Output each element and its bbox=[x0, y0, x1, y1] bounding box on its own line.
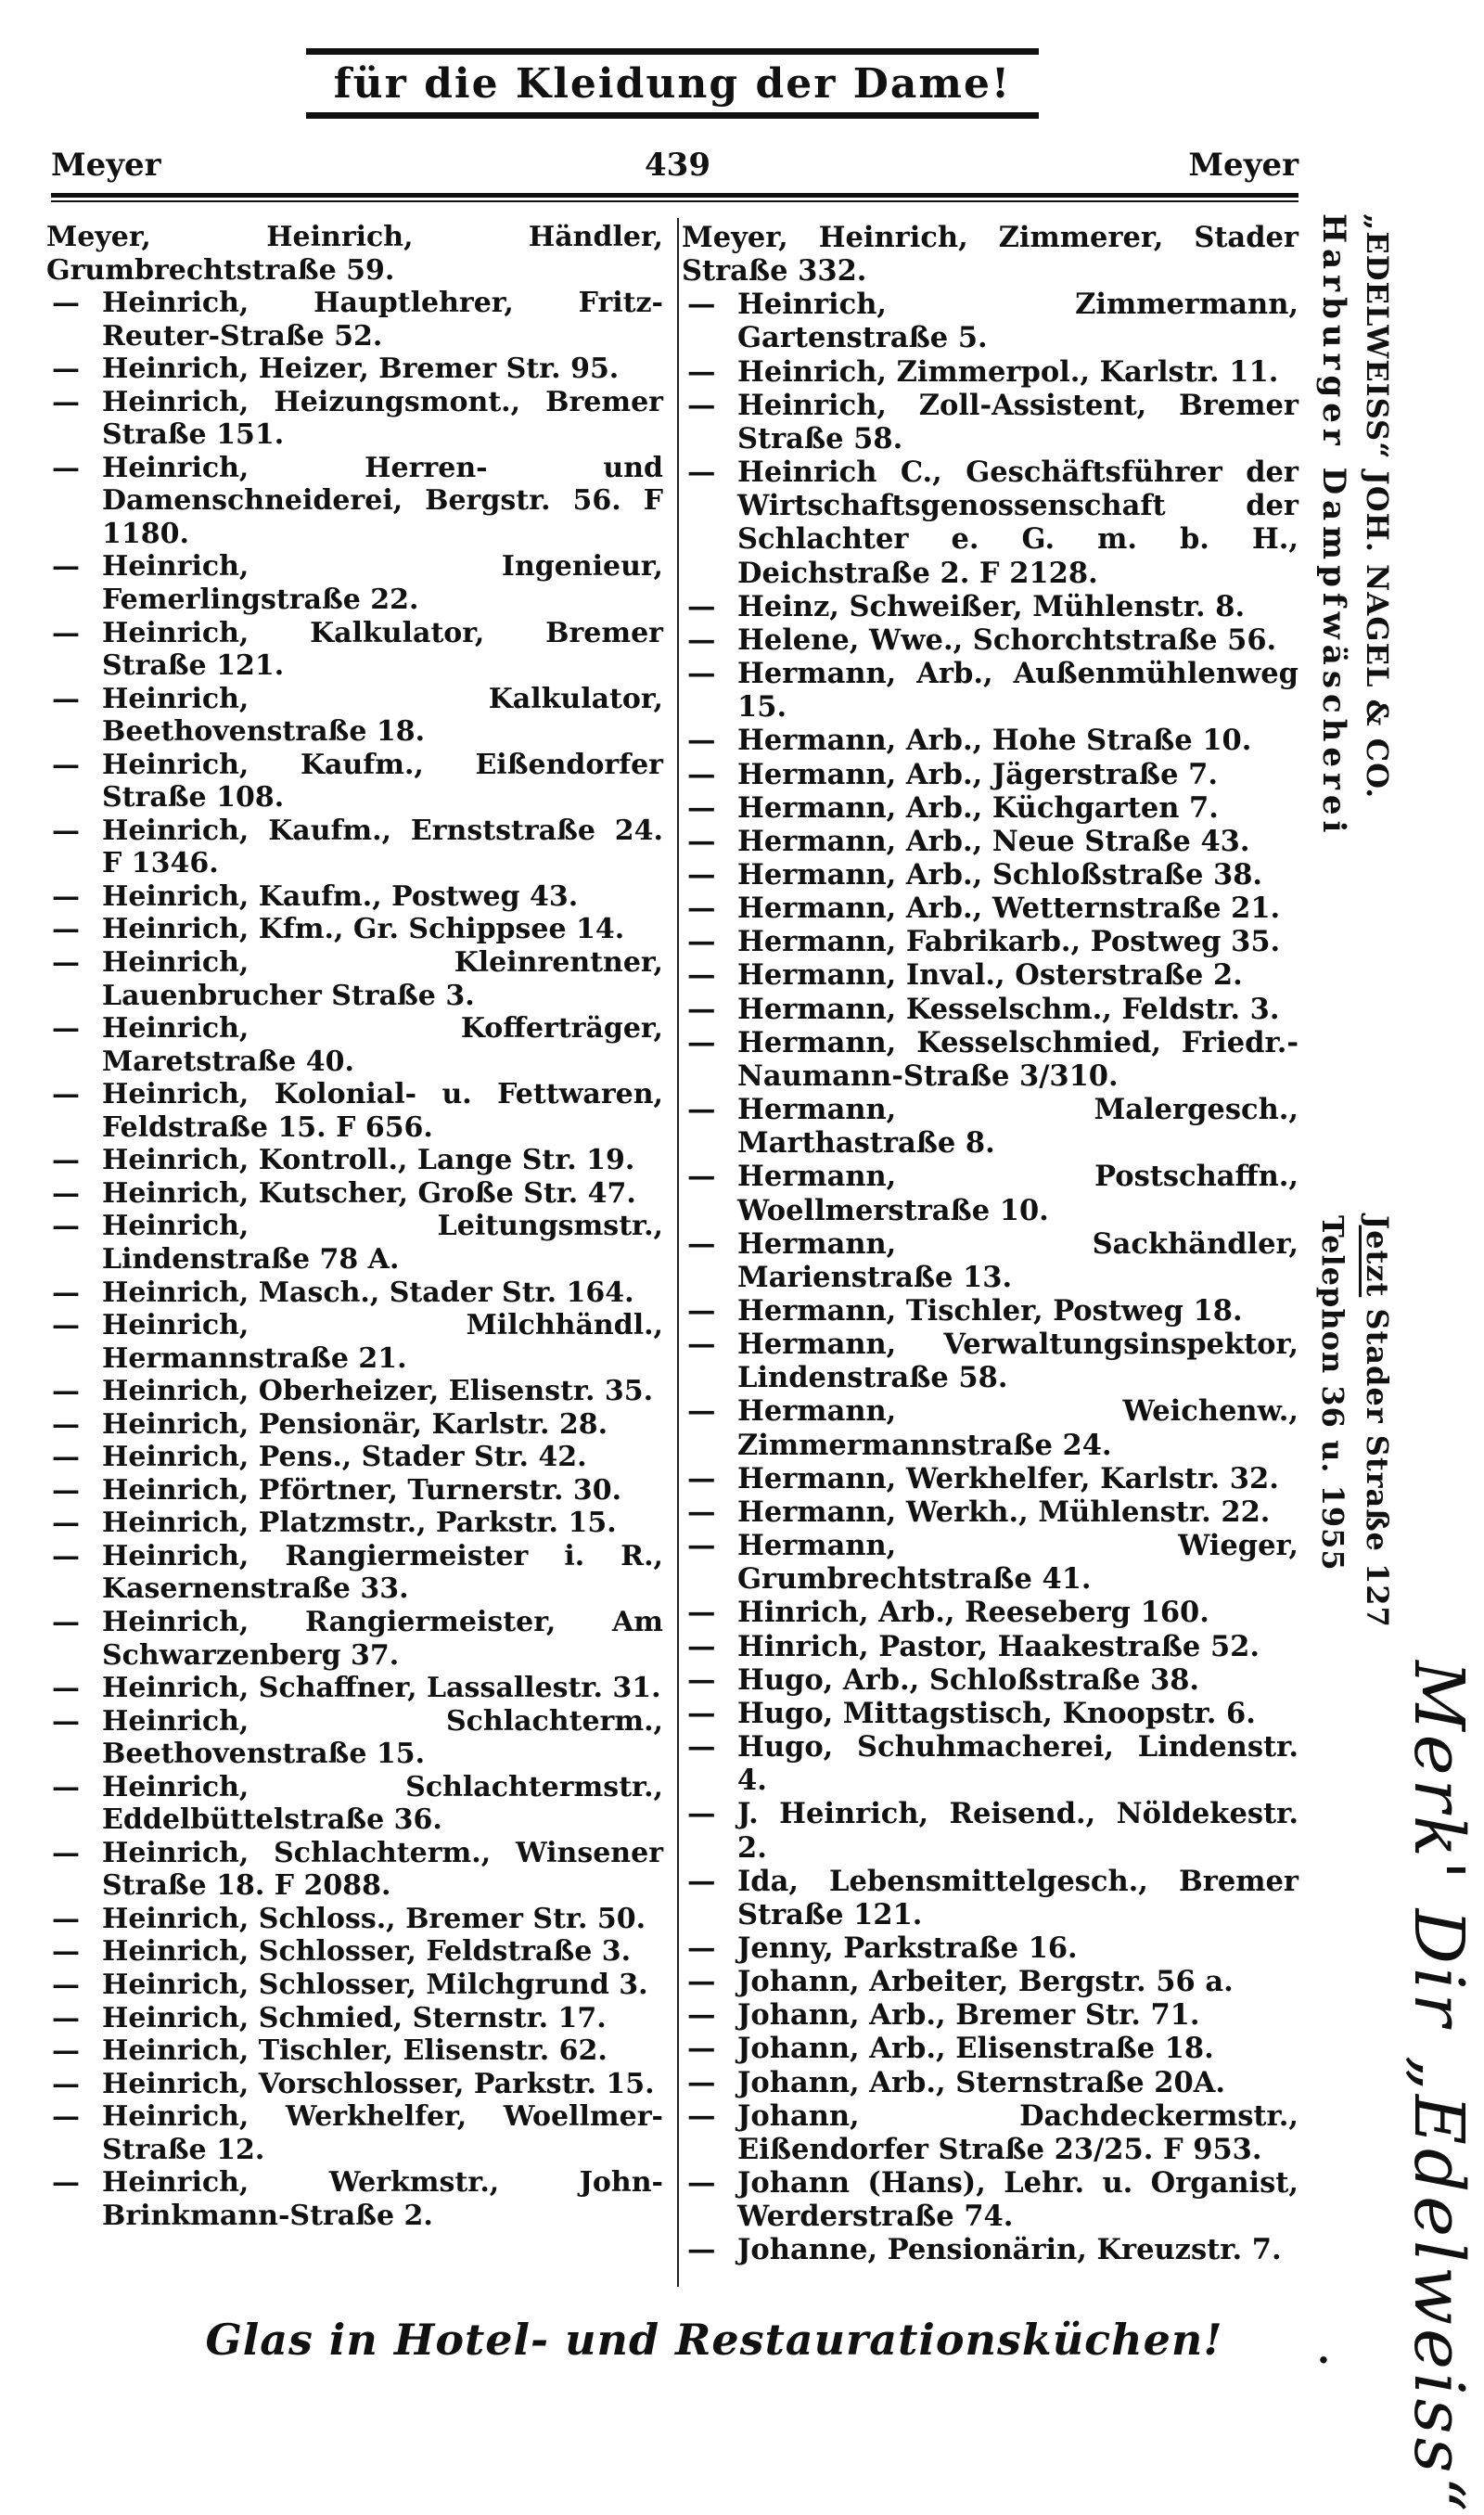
directory-entry bbox=[682, 1697, 1298, 1730]
entry-text: Hermann, Arb., Wetternstraße 21. bbox=[737, 892, 1281, 926]
directory-entry bbox=[46, 1474, 663, 1508]
ditto-dash: — bbox=[687, 1328, 716, 1362]
ditto-dash: — bbox=[687, 1529, 716, 1563]
entry-text: Heinrich, Schlachterm., Winsener Straße 18. F 2088. bbox=[102, 1836, 663, 1903]
ditto-dash: — bbox=[687, 388, 716, 422]
directory-entry bbox=[682, 1730, 1298, 1797]
ditto-dash: — bbox=[687, 1797, 716, 1831]
entry-text: Heinrich, Pförtner, Turnerstr. 30. bbox=[102, 1473, 622, 1507]
ditto-dash: — bbox=[52, 616, 80, 649]
directory-entry bbox=[682, 1227, 1298, 1294]
ditto-dash: — bbox=[52, 946, 80, 980]
directory-entry bbox=[46, 683, 663, 749]
entry-text: Heinrich, Rangiermeister i. R., Kasernenstraße 33. bbox=[102, 1539, 663, 1606]
directory-entry bbox=[682, 1529, 1298, 1596]
entry-text: Heinrich, Zimmerpol., Karlstr. 11. bbox=[737, 354, 1279, 389]
ditto-dash: — bbox=[52, 451, 80, 484]
entry-text: Hugo, Schuhmacherei, Lindenstr. 4. bbox=[737, 1730, 1298, 1798]
header-rule bbox=[51, 193, 1298, 198]
directory-entry bbox=[682, 1865, 1298, 1931]
entry-text: Hermann, Wieger, Grumbrechtstraße 41. bbox=[737, 1529, 1298, 1597]
directory-entry bbox=[46, 353, 663, 386]
directory-entry bbox=[682, 1931, 1298, 1965]
directory-entry bbox=[682, 724, 1298, 757]
ditto-dash: — bbox=[52, 2001, 80, 2034]
directory-entry bbox=[682, 993, 1298, 1026]
ad-address-line bbox=[1360, 1215, 1395, 1628]
entry-text: Heinrich, Schlosser, Milchgrund 3. bbox=[102, 1968, 648, 2001]
ditto-dash: — bbox=[687, 1696, 716, 1730]
entry-text: Heinrich C., Geschäftsführer der Wirtschaftsgenossenschaft der Schlachter e. G. m. b. H., Deichstraße 2. F 2128. bbox=[737, 456, 1298, 590]
ditto-dash: — bbox=[687, 354, 716, 389]
running-header bbox=[51, 139, 1298, 189]
ditto-dash: — bbox=[687, 2032, 716, 2066]
directory-entry bbox=[682, 1394, 1298, 1461]
ditto-dash: — bbox=[52, 1935, 80, 1969]
ditto-dash: — bbox=[52, 1375, 80, 1408]
directory-entry bbox=[682, 1797, 1298, 1864]
directory-entry bbox=[682, 825, 1298, 858]
entry-text: Johann (Hans), Lehr. u. Organist, Werderstraße 74. bbox=[737, 2166, 1298, 2234]
directory-entry bbox=[682, 1630, 1298, 1663]
entry-text: Hermann, Werkh., Mühlenstr. 22. bbox=[737, 1495, 1271, 1529]
ditto-dash: — bbox=[52, 1836, 80, 1869]
ditto-dash: — bbox=[52, 1441, 80, 1474]
entry-text: Hermann, Arb., Hohe Straße 10. bbox=[737, 724, 1252, 758]
ditto-dash: — bbox=[52, 2067, 80, 2100]
entry-text: Hermann, Arb., Außenmühlenweg 15. bbox=[737, 657, 1298, 725]
ditto-dash: — bbox=[52, 1507, 80, 1540]
entry-text: Heinrich, Werkmstr., John-Brinkmann-Straße 2. bbox=[102, 2166, 663, 2232]
ditto-dash: — bbox=[687, 925, 716, 959]
entry-text: Heinrich, Heizer, Bremer Str. 95. bbox=[102, 353, 620, 386]
entry-text: Johann, Arb., Bremer Str. 71. bbox=[737, 1998, 1200, 2033]
entry-text: Heinrich, Zimmermann, Gartenstraße 5. bbox=[737, 288, 1298, 355]
ditto-dash: — bbox=[687, 1864, 716, 1898]
ad-address: Stader Straße 127 bbox=[1360, 1308, 1395, 1628]
directory-entry bbox=[46, 221, 663, 287]
ditto-dash: — bbox=[687, 1294, 716, 1328]
entry-text: Hermann, Tischler, Postweg 18. bbox=[737, 1294, 1243, 1328]
advertisement-banner: für die Kleidung der Dame! bbox=[306, 48, 1039, 119]
directory-entry bbox=[46, 1969, 663, 2002]
side-advertisement bbox=[1315, 213, 1478, 2515]
entry-text: Heinrich, Oberheizer, Elisenstr. 35. bbox=[102, 1375, 654, 1408]
entry-text: Heinrich, Leitungsmstr., Lindenstraße 78 A. bbox=[102, 1210, 663, 1276]
ditto-dash: — bbox=[687, 1662, 716, 1697]
ditto-dash: — bbox=[52, 1539, 80, 1572]
directory-entry bbox=[682, 590, 1298, 623]
directory-entry bbox=[46, 1408, 663, 1442]
directory-entry bbox=[46, 1441, 663, 1474]
entry-text: Meyer, Heinrich, Zimmerer, Stader Straße 332. bbox=[682, 221, 1298, 289]
directory-entry bbox=[682, 2032, 1298, 2065]
directory-entry bbox=[46, 287, 663, 353]
entry-text: Heinrich, Schloss., Bremer Str. 50. bbox=[102, 1902, 646, 1935]
directory-entry bbox=[682, 1160, 1298, 1226]
ditto-dash: — bbox=[52, 1407, 80, 1441]
ditto-dash: — bbox=[687, 1596, 716, 1630]
ditto-dash: — bbox=[687, 456, 716, 490]
ditto-dash: — bbox=[52, 1473, 80, 1507]
directory-entry bbox=[46, 1210, 663, 1276]
directory-entry bbox=[682, 791, 1298, 825]
entry-text: Heinrich, Kleinrentner, Lauenbrucher Straße 3. bbox=[102, 946, 663, 1012]
directory-entry bbox=[682, 2099, 1298, 2166]
header-rule-thin bbox=[51, 200, 1298, 202]
directory-entry bbox=[46, 1144, 663, 1177]
entry-text: Hermann, Kesselschm., Feldstr. 3. bbox=[737, 992, 1280, 1026]
header-left-name: Meyer bbox=[51, 147, 161, 184]
ditto-dash: — bbox=[52, 2166, 80, 2200]
entry-text: Hermann, Sackhändler, Marienstraße 13. bbox=[737, 1226, 1298, 1294]
ditto-dash: — bbox=[52, 1968, 80, 2001]
entry-text: Heinrich, Kaufm., Ernststraße 24. F 1346. bbox=[102, 814, 663, 880]
entry-text: Hermann, Arb., Jägerstraße 7. bbox=[737, 757, 1218, 791]
entry-text: Hermann, Arb., Küchgarten 7. bbox=[737, 790, 1219, 825]
column-divider bbox=[677, 218, 679, 2287]
directory-entry bbox=[46, 1771, 663, 1837]
ditto-dash: — bbox=[687, 288, 716, 322]
header-right-name: Meyer bbox=[1188, 147, 1298, 184]
entry-text: Hermann, Fabrikarb., Postweg 35. bbox=[737, 925, 1281, 959]
entry-text: Hermann, Arb., Schloßstraße 38. bbox=[737, 857, 1263, 892]
ditto-dash: — bbox=[52, 1210, 80, 1243]
directory-entry bbox=[682, 758, 1298, 791]
directory-entry bbox=[46, 1012, 663, 1078]
entry-text: Hermann, Werkhelfer, Karlstr. 32. bbox=[737, 1461, 1279, 1495]
directory-entry bbox=[46, 2002, 663, 2035]
directory-entry bbox=[682, 623, 1298, 657]
entry-text: Hermann, Kesselschmied, Friedr.-Naumann-Straße 3/310. bbox=[737, 1025, 1298, 1093]
ad-company-line: Harburger Dampfwäscherei bbox=[1315, 213, 1352, 839]
directory-entry bbox=[682, 1998, 1298, 2032]
directory-entry bbox=[682, 221, 1298, 288]
ditto-dash: — bbox=[52, 1078, 80, 1111]
entry-text: Johann, Arbeiter, Bergstr. 56 a. bbox=[737, 1965, 1234, 1999]
directory-entry bbox=[682, 1495, 1298, 1529]
ditto-dash: — bbox=[687, 757, 716, 791]
ditto-dash: — bbox=[687, 2065, 716, 2099]
directory-entry bbox=[682, 1596, 1298, 1629]
ditto-dash: — bbox=[687, 790, 716, 825]
entry-text: Heinrich, Schlachterm., Beethovenstraße 15. bbox=[102, 1704, 663, 1771]
directory-entry bbox=[46, 880, 663, 914]
entry-text: Heinrich, Vorschlosser, Parkstr. 15. bbox=[102, 2067, 655, 2100]
entry-text: Heinrich, Heizungsmont., Bremer Straße 151. bbox=[102, 385, 663, 452]
directory-entry bbox=[46, 1672, 663, 1705]
ditto-dash: — bbox=[687, 1394, 716, 1429]
directory-entry bbox=[46, 913, 663, 946]
ditto-dash: — bbox=[687, 724, 716, 758]
entry-text: Hermann, Arb., Neue Straße 43. bbox=[737, 824, 1250, 858]
directory-entry bbox=[46, 815, 663, 880]
ditto-dash: — bbox=[687, 892, 716, 926]
ditto-dash: — bbox=[52, 1605, 80, 1638]
ditto-dash: — bbox=[687, 992, 716, 1026]
entry-text: Heinrich, Herren- und Damenschneiderei, Bergstr. 56. F 1180. bbox=[102, 451, 663, 550]
directory-entry bbox=[682, 1026, 1298, 1093]
directory-entry bbox=[46, 749, 663, 815]
directory-column-left bbox=[46, 221, 663, 2232]
page-number: 439 bbox=[645, 147, 710, 184]
ditto-dash: — bbox=[687, 2166, 716, 2201]
directory-entry bbox=[46, 1309, 663, 1375]
entry-text: Ida, Lebensmittelgesch., Bremer Straße 121. bbox=[737, 1864, 1298, 1931]
entry-text: Hinrich, Pastor, Haakestraße 52. bbox=[737, 1629, 1260, 1663]
directory-entry bbox=[682, 1462, 1298, 1495]
ditto-dash: — bbox=[687, 1495, 716, 1529]
entry-text: Hugo, Mittagstisch, Knoopstr. 6. bbox=[737, 1696, 1256, 1730]
directory-entry bbox=[46, 452, 663, 551]
entry-text: Hermann, Inval., Osterstraße 2. bbox=[737, 958, 1243, 993]
entry-text: Heinrich, Tischler, Elisenstr. 62. bbox=[102, 2034, 608, 2068]
ditto-dash: — bbox=[687, 657, 716, 691]
directory-entry bbox=[682, 958, 1298, 992]
ditto-dash: — bbox=[52, 385, 80, 418]
entry-text: Heinrich, Hauptlehrer, Fritz-Reuter-Straße 52. bbox=[102, 287, 663, 353]
entry-text: Hinrich, Arb., Reeseberg 160. bbox=[737, 1596, 1209, 1630]
ditto-dash: — bbox=[687, 589, 716, 623]
entry-text: Heinrich, Kofferträger, Maretstraße 40. bbox=[102, 1012, 663, 1078]
ditto-dash: — bbox=[52, 1012, 80, 1046]
ditto-dash: — bbox=[52, 1672, 80, 1705]
entry-text: Heinrich, Kaufm., Postweg 43. bbox=[102, 879, 579, 913]
ditto-dash: — bbox=[687, 1226, 716, 1261]
ditto-dash: — bbox=[687, 622, 716, 657]
entry-text: Hugo, Arb., Schloßstraße 38. bbox=[737, 1662, 1200, 1697]
ditto-dash: — bbox=[52, 2034, 80, 2068]
entry-text: Jenny, Parkstraße 16. bbox=[737, 1931, 1078, 1965]
ditto-dash: — bbox=[52, 682, 80, 715]
directory-entry bbox=[46, 1705, 663, 1771]
directory-entry bbox=[46, 2034, 663, 2068]
ditto-dash: — bbox=[52, 1276, 80, 1309]
ditto-dash: — bbox=[52, 2100, 80, 2134]
entry-text: Hermann, Malergesch., Marthastraße 8. bbox=[737, 1093, 1298, 1161]
directory-entry bbox=[46, 2100, 663, 2166]
entry-text: Johann, Dachdeckermstr., Eißendorfer Straße 23/25. F 953. bbox=[737, 2098, 1298, 2166]
directory-entry bbox=[682, 456, 1298, 590]
directory-entry bbox=[682, 1328, 1298, 1394]
directory-entry bbox=[46, 1606, 663, 1672]
directory-entry bbox=[682, 2066, 1298, 2099]
entry-text: Heinrich, Masch., Stader Str. 164. bbox=[102, 1276, 634, 1309]
entry-text: Heinrich, Kolonial- u. Fettwaren, Feldstraße 15. F 656. bbox=[102, 1078, 663, 1144]
ditto-dash: — bbox=[52, 913, 80, 946]
directory-entry bbox=[682, 1294, 1298, 1328]
entry-text: Heinrich, Schmied, Sternstr. 17. bbox=[102, 2001, 607, 2034]
directory-entry bbox=[682, 389, 1298, 456]
entry-text: Heinrich, Werkhelfer, Woellmer-Straße 12. bbox=[102, 2100, 663, 2166]
directory-entry bbox=[46, 1375, 663, 1408]
directory-entry bbox=[46, 1540, 663, 1606]
ditto-dash: — bbox=[687, 2098, 716, 2133]
entry-text: Meyer, Heinrich, Händler, Grumbrechtstraße 59. bbox=[46, 221, 663, 287]
entry-text: Helene, Wwe., Schorchtstraße 56. bbox=[737, 622, 1277, 657]
directory-entry bbox=[682, 858, 1298, 892]
directory-entry bbox=[46, 1078, 663, 1144]
directory-entry bbox=[682, 355, 1298, 389]
ditto-dash: — bbox=[52, 550, 80, 584]
entry-text: Heinrich, Kontroll., Lange Str. 19. bbox=[102, 1144, 635, 1177]
entry-text: Heinrich, Schlachtermstr., Eddelbüttelstraße 36. bbox=[102, 1770, 663, 1837]
entry-text: Heinrich, Kaufm., Eißendorfer Straße 108. bbox=[102, 748, 663, 815]
entry-text: Johann, Arb., Sternstraße 20A. bbox=[737, 2065, 1225, 2099]
directory-entry bbox=[682, 892, 1298, 925]
entry-text: Heinrich, Rangiermeister, Am Schwarzenberg 37. bbox=[102, 1605, 663, 1672]
ditto-dash: — bbox=[687, 1931, 716, 1965]
ad-phone-line: Telephon 36 u. 1955 bbox=[1315, 1215, 1350, 1572]
directory-entry bbox=[682, 288, 1298, 354]
entry-text: Heinrich, Schaffner, Lassallestr. 31. bbox=[102, 1672, 661, 1705]
directory-entry bbox=[682, 1965, 1298, 1998]
ditto-dash: — bbox=[52, 1309, 80, 1342]
entry-text: Hermann, Weichenw., Zimmermannstraße 24. bbox=[737, 1394, 1298, 1462]
ad-slogan: Merk' Dir „Edelweiss“ bbox=[1399, 1661, 1478, 2515]
entry-text: Heinrich, Kfm., Gr. Schippsee 14. bbox=[102, 913, 625, 946]
ditto-dash: — bbox=[52, 353, 80, 386]
ditto-dash: — bbox=[687, 1093, 716, 1127]
footer-mark: . bbox=[1317, 2329, 1330, 2372]
directory-entry bbox=[46, 946, 663, 1012]
ditto-dash: — bbox=[52, 879, 80, 913]
entry-text: Heinrich, Kalkulator, Beethovenstraße 18. bbox=[102, 682, 663, 749]
entry-text: Heinrich, Milchhändl., Hermannstraße 21. bbox=[102, 1309, 663, 1375]
ditto-dash: — bbox=[687, 1461, 716, 1495]
directory-entry bbox=[682, 1663, 1298, 1697]
entry-text: Heinz, Schweißer, Mühlenstr. 8. bbox=[737, 589, 1246, 623]
ditto-dash: — bbox=[687, 824, 716, 858]
directory-entry bbox=[682, 1093, 1298, 1160]
entry-text: Heinrich, Kalkulator, Bremer Straße 121. bbox=[102, 616, 663, 683]
directory-entry bbox=[46, 1837, 663, 1903]
ad-jetzt: Jetzt bbox=[1360, 1215, 1395, 1298]
ditto-dash: — bbox=[52, 1704, 80, 1738]
directory-entry bbox=[46, 2068, 663, 2101]
ditto-dash: — bbox=[687, 2233, 716, 2267]
entry-text: Johann, Arb., Elisenstraße 18. bbox=[737, 2032, 1214, 2066]
ditto-dash: — bbox=[52, 287, 80, 320]
ditto-dash: — bbox=[687, 1730, 716, 1764]
directory-entry bbox=[46, 1903, 663, 1936]
directory-entry bbox=[46, 617, 663, 683]
ad-brand-line: „EDELWEISS“ JOH. NAGEL & CO. bbox=[1360, 213, 1395, 800]
directory-entry bbox=[46, 550, 663, 616]
entry-text: Hermann, Verwaltungsinspektor, Lindenstraße 58. bbox=[737, 1328, 1298, 1395]
ditto-dash: — bbox=[52, 1902, 80, 1935]
entry-text: Heinrich, Ingenieur, Femerlingstraße 22. bbox=[102, 550, 663, 617]
ditto-dash: — bbox=[52, 748, 80, 781]
ditto-dash: — bbox=[687, 857, 716, 892]
entry-text: Heinrich, Pens., Stader Str. 42. bbox=[102, 1441, 587, 1474]
directory-entry bbox=[46, 2166, 663, 2232]
ditto-dash: — bbox=[687, 1160, 716, 1194]
directory-entry bbox=[682, 2166, 1298, 2233]
directory-entry bbox=[682, 657, 1298, 724]
ditto-dash: — bbox=[687, 1965, 716, 1999]
entry-text: Heinrich, Schlosser, Feldstraße 3. bbox=[102, 1935, 632, 1969]
ditto-dash: — bbox=[687, 1025, 716, 1059]
directory-entry bbox=[682, 925, 1298, 958]
entry-text: Heinrich, Kutscher, Große Str. 47. bbox=[102, 1176, 636, 1210]
ditto-dash: — bbox=[687, 1629, 716, 1663]
ditto-dash: — bbox=[52, 1770, 80, 1803]
footer-advertisement: Glas in Hotel- und Restaurationsküchen! bbox=[205, 2315, 1223, 2365]
directory-entry bbox=[682, 2233, 1298, 2266]
ditto-dash: — bbox=[687, 958, 716, 993]
directory-entry bbox=[46, 1507, 663, 1540]
ditto-dash: — bbox=[52, 1176, 80, 1210]
entry-text: Johanne, Pensionärin, Kreuzstr. 7. bbox=[737, 2233, 1282, 2267]
ditto-dash: — bbox=[52, 1144, 80, 1177]
directory-entry bbox=[46, 1277, 663, 1310]
directory-entry bbox=[46, 1935, 663, 1969]
directory-column-right bbox=[682, 221, 1298, 2267]
ditto-dash: — bbox=[52, 814, 80, 847]
entry-text: Heinrich, Pensionär, Karlstr. 28. bbox=[102, 1407, 608, 1441]
directory-entry bbox=[46, 1177, 663, 1211]
entry-text: J. Heinrich, Reisend., Nöldekestr. 2. bbox=[737, 1797, 1298, 1865]
entry-text: Hermann, Postschaffn., Woellmerstraße 10. bbox=[737, 1160, 1298, 1227]
directory-entry bbox=[46, 386, 663, 452]
entry-text: Heinrich, Zoll-Assistent, Bremer Straße 58. bbox=[737, 388, 1298, 456]
entry-text: Heinrich, Platzmstr., Parkstr. 15. bbox=[102, 1507, 617, 1540]
ditto-dash: — bbox=[687, 1998, 716, 2033]
